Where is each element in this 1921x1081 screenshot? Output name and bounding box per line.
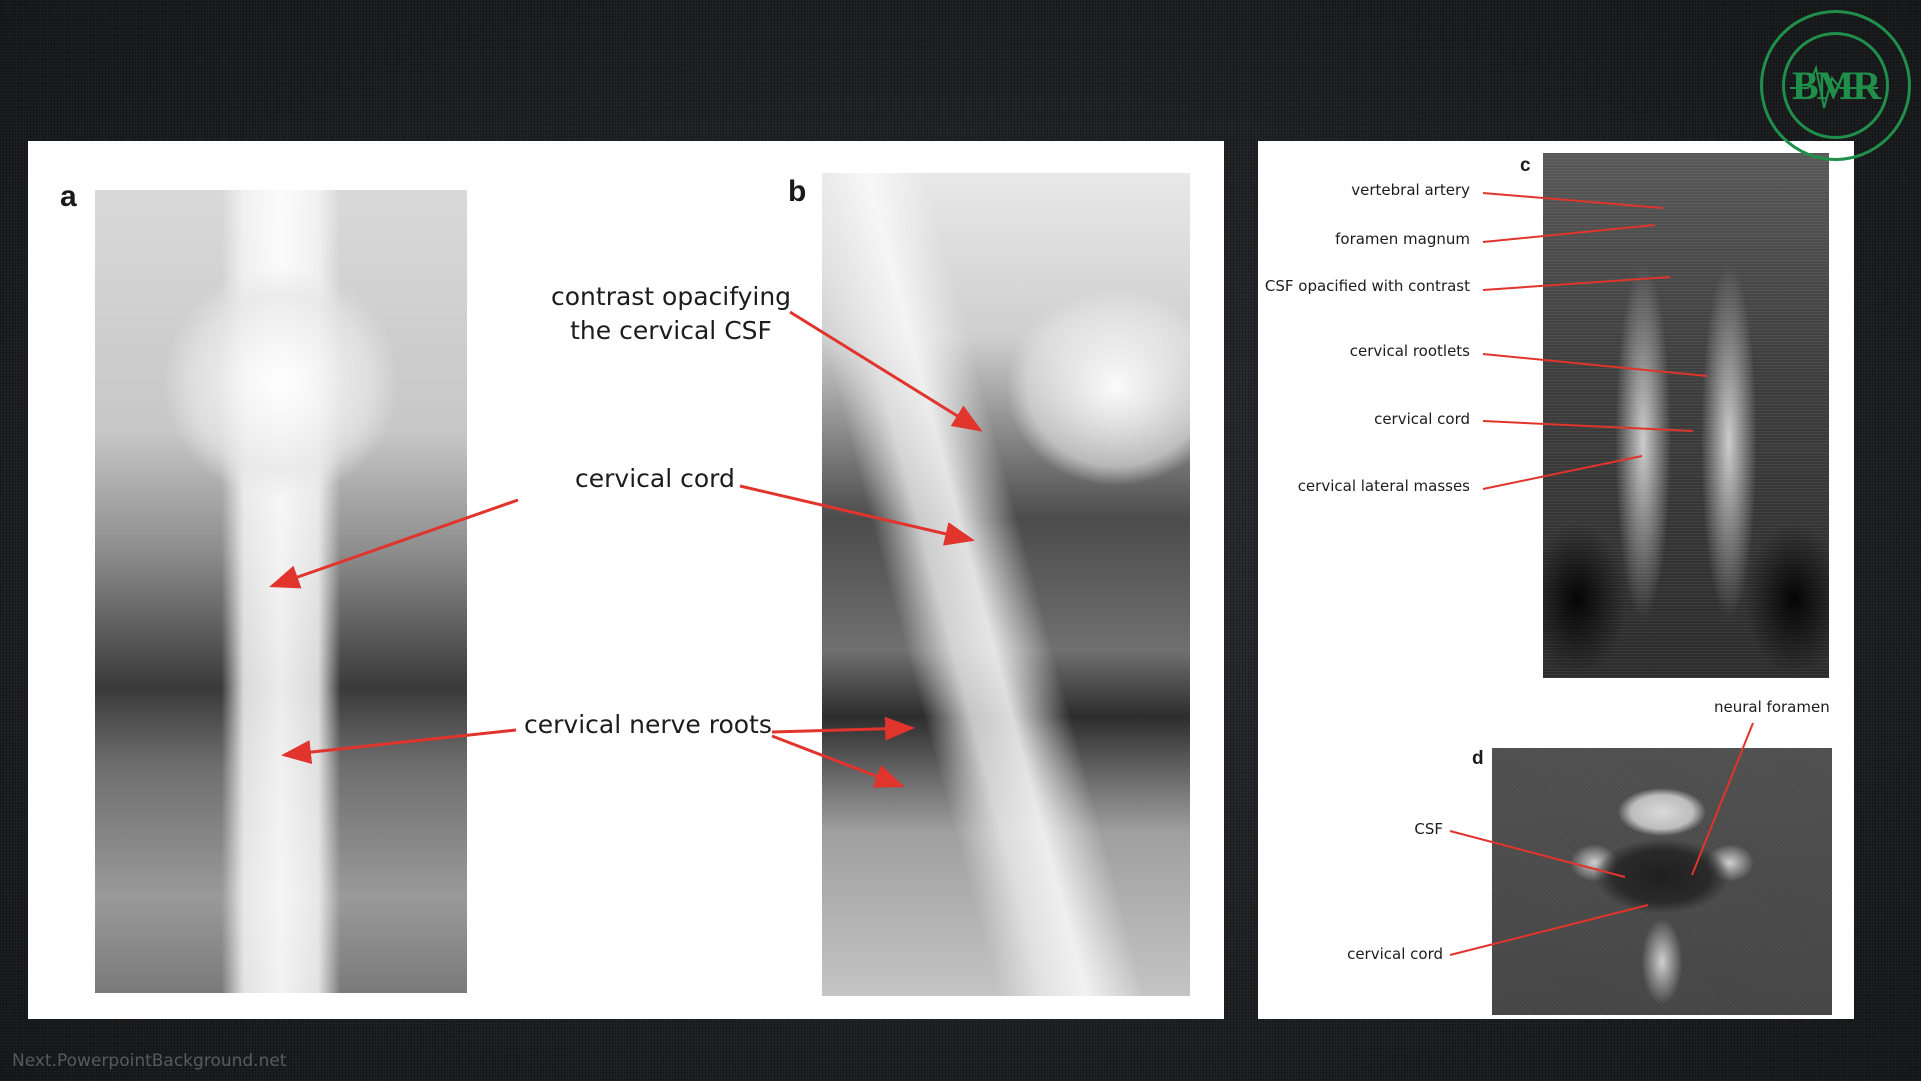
panel-letter-b: b <box>788 175 807 208</box>
label-cervical-nerve-roots: cervical nerve roots <box>524 710 772 739</box>
label-csf-opacified: CSF opacified with contrast <box>1264 277 1470 295</box>
label-neural-foramen: neural foramen <box>1714 698 1830 716</box>
arrow-cord-a <box>272 500 518 586</box>
label-csf-d: CSF <box>1414 820 1443 838</box>
arrow-csf-d <box>1450 831 1625 877</box>
arrow-cervical-rootlets <box>1483 354 1707 376</box>
label-cervical-lateral-masses: cervical lateral masses <box>1297 477 1470 495</box>
arrow-roots-a <box>284 730 516 755</box>
label-cervical-cord-ab: cervical cord <box>575 464 735 493</box>
label-cervical-cord-c: cervical cord <box>1374 410 1470 428</box>
arrow-vertebral-artery <box>1483 193 1663 208</box>
logo-initials: BMR <box>1792 63 1880 108</box>
label-cervical-rootlets: cervical rootlets <box>1349 342 1470 360</box>
arrow-neural-foramen <box>1692 723 1753 875</box>
label-cervical-cord-d: cervical cord <box>1347 945 1443 963</box>
label-contrast-line1: contrast opacifying <box>551 282 792 311</box>
arrow-foramen-magnum <box>1483 225 1655 242</box>
arrow-contrast-csf <box>790 312 980 430</box>
panel-letter-a: a <box>60 180 77 213</box>
arrow-cervical-cord-c <box>1483 421 1693 431</box>
watermark-text: Next.PowerpointBackground.net <box>12 1051 287 1071</box>
arrow-roots-b1 <box>772 728 912 732</box>
arrow-cord-b <box>740 486 972 540</box>
label-contrast-line2: the cervical CSF <box>570 316 772 345</box>
label-vertebral-artery: vertebral artery <box>1351 181 1470 199</box>
arrow-cervical-lateral-masses <box>1483 456 1642 489</box>
arrow-roots-b2 <box>772 736 902 786</box>
panel-letter-c: c <box>1520 155 1531 176</box>
arrow-cervical-cord-d <box>1450 905 1648 955</box>
label-foramen-magnum: foramen magnum <box>1335 230 1470 248</box>
arrow-csf-opacified <box>1483 277 1670 290</box>
panel-letter-d: d <box>1472 748 1484 769</box>
